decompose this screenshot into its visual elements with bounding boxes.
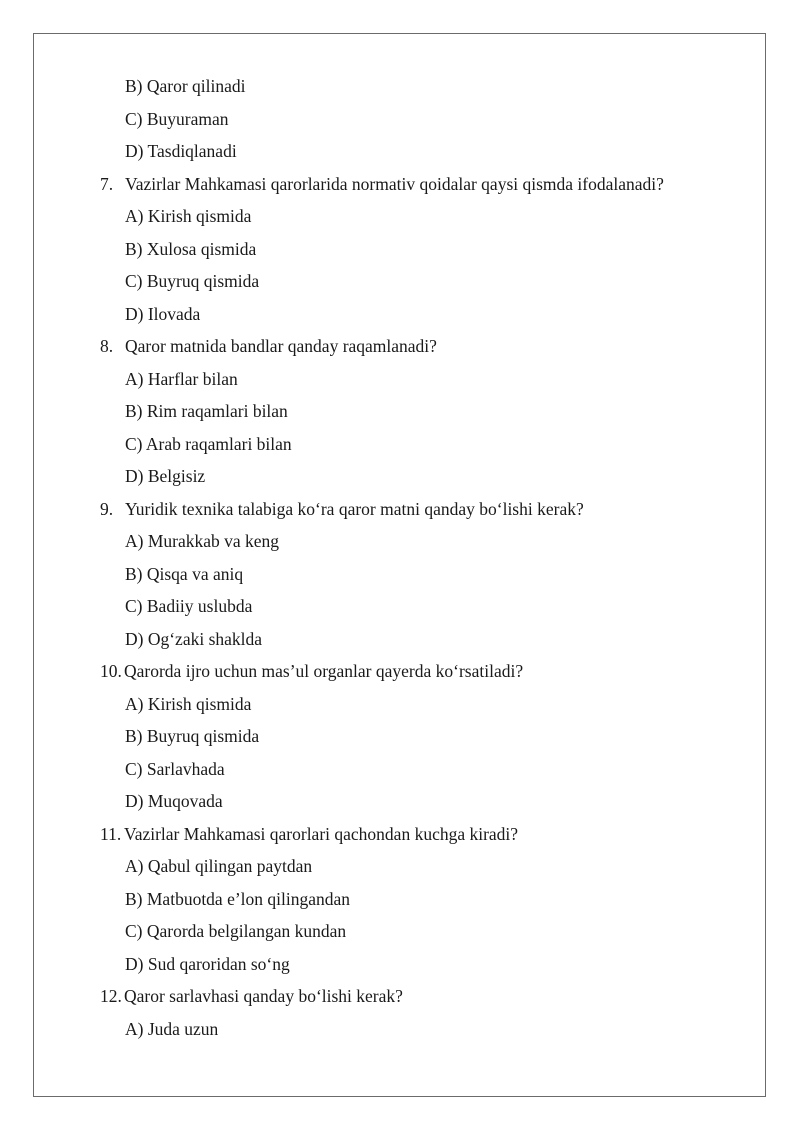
answer-option: A) Kirish qismida — [125, 693, 252, 714]
answer-option: B) Qisqa va aniq — [125, 563, 244, 584]
question-11 — [0, 818, 800, 851]
answer-option: D) Ilovada — [125, 303, 201, 324]
question-9 — [0, 493, 800, 526]
question-number: 9. — [100, 498, 114, 519]
answer-option: B) Matbuotda e’lon qilingandan — [125, 888, 351, 909]
question-number: 12. — [100, 986, 122, 1006]
question-text: Vazirlar Mahkamasi qarorlari qachondan kuchga kiradi? — [124, 823, 519, 844]
answer-option: C) Sarlavhada — [125, 758, 225, 779]
answer-option: D) Sud qaroridan so‘ng — [125, 953, 290, 974]
answer-option: A) Harflar bilan — [125, 368, 238, 389]
question-number: 8. — [100, 336, 114, 356]
answer-option: C) Buyuraman — [125, 108, 229, 129]
answer-option: A) Murakkab va keng — [125, 531, 280, 551]
question-text: Qaror matnida bandlar qanday raqamlanadi? — [125, 336, 437, 356]
question-7 — [0, 168, 800, 201]
answer-option: B) Xulosa qismida — [125, 238, 257, 259]
answer-option: B) Qaror qilinadi — [125, 76, 246, 96]
question-text: Qarorda ijro uchun mas’ul organlar qayerda ko‘rsatiladi? — [124, 661, 524, 681]
answer-option: A) Juda uzun — [125, 1018, 219, 1039]
answer-option: A) Qabul qilingan paytdan — [125, 856, 313, 876]
answer-option: A) Kirish qismida — [125, 206, 252, 226]
question-12 — [0, 980, 800, 1013]
answer-option: B) Buyruq qismida — [125, 726, 260, 746]
answer-option: C) Badiiy uslubda — [125, 596, 253, 616]
answer-option: C) Qarorda belgilangan kundan — [125, 921, 347, 941]
question-text: Vazirlar Mahkamasi qarorlarida normativ qoidalar qaysi qismda ifodalanadi? — [125, 173, 664, 194]
answer-option: D) Tasdiqlanadi — [125, 141, 237, 161]
document-body — [0, 70, 800, 1045]
question-number: 10. — [100, 661, 122, 681]
answer-option: C) Buyruq qismida — [125, 271, 260, 291]
question-number: 11. — [100, 823, 122, 844]
question-10 — [0, 655, 800, 688]
question-number: 7. — [100, 173, 114, 194]
answer-option: D) Belgisiz — [125, 466, 206, 486]
answer-option: D) Og‘zaki shaklda — [125, 628, 263, 649]
answer-option: B) Rim raqamlari bilan — [125, 401, 288, 421]
question-text: Yuridik texnika talabiga ko‘ra qaror matni qanday bo‘lishi kerak? — [125, 498, 584, 519]
question-text: Qaror sarlavhasi qanday bo‘lishi kerak? — [124, 986, 403, 1006]
question-8 — [0, 330, 800, 363]
answer-option: D) Muqovada — [125, 791, 223, 811]
answer-option: C) Arab raqamlari bilan — [125, 433, 292, 454]
